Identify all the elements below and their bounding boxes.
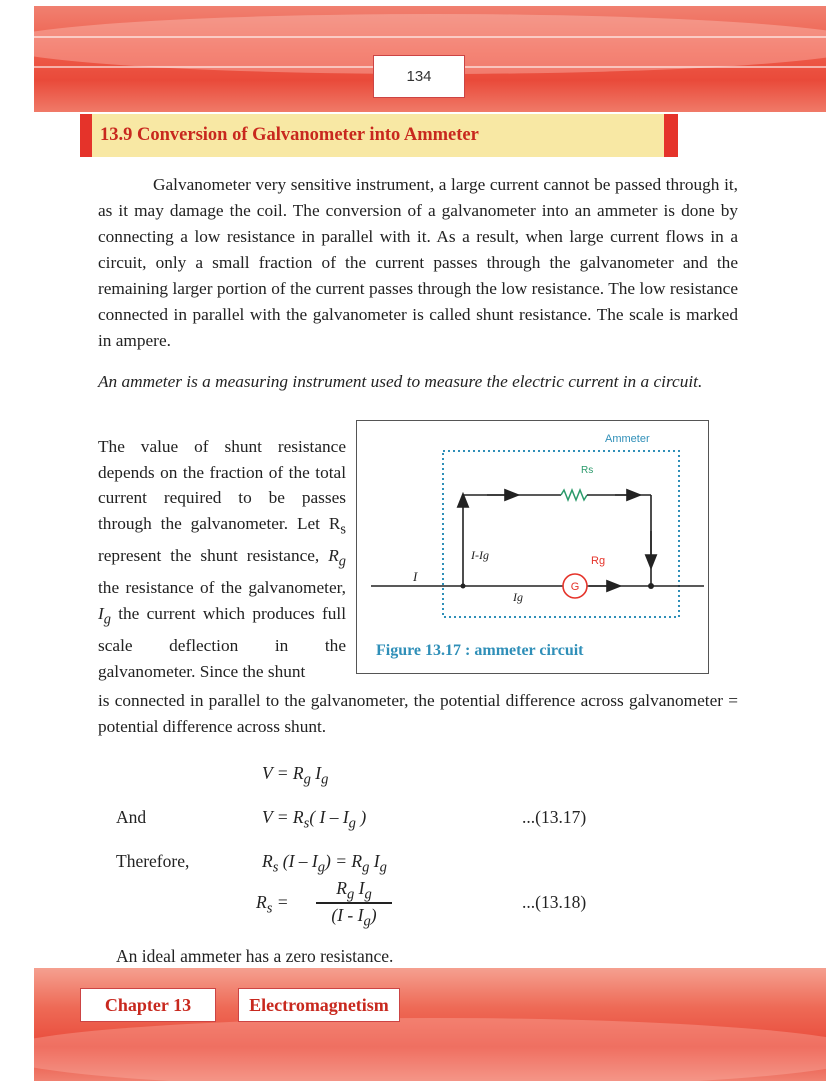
chapter-title-chip: Electromagnetism — [238, 988, 400, 1022]
ammeter-definition: An ammeter is a measuring instrument used to measure the electric current in a circuit. — [98, 372, 703, 391]
and-label: And — [116, 807, 147, 827]
equation-rs-fraction-lhs: $R_s$ = — [256, 892, 289, 917]
page-header-band — [34, 6, 826, 112]
shunt-current-label: I-Ig — [471, 548, 489, 562]
equation-rs-rg: $R_s$ $(I - I_g) = R_g$ $I_g$ — [262, 851, 387, 876]
ammeter-circuit-figure — [356, 420, 709, 674]
equation-v-rs: $V = R_s$( I – $I_g$ ) — [262, 807, 367, 832]
chapter-chip: Chapter 13 — [80, 988, 216, 1022]
equation-rs-fraction-denominator: $(I - I_g)$ — [331, 905, 377, 930]
figure-caption: Figure 13.17 : ammeter circuit — [376, 642, 584, 659]
equation-number-13-18: ...(13.18) — [522, 892, 587, 912]
textbook-page — [34, 6, 826, 1081]
shunt-description-continued: is connected in parallel to the galvanometer, the potential difference across galvanometer = potential difference across shunt. — [98, 691, 738, 736]
page-number: 134 — [373, 55, 465, 98]
equation-rs-fraction-numerator: $R_g$ $I_g$ — [336, 878, 372, 903]
ammeter-label: Ammeter — [605, 433, 650, 445]
current-i-label: I — [413, 569, 418, 584]
galvanometer-label: G — [570, 581, 580, 593]
section-title: 13.9 Conversion of Galvanometer into Ammeter — [100, 125, 479, 145]
equation-v-rg-ig: $V = R_g$ $I_g$ — [262, 763, 329, 788]
galvanometer-current-label: Ig — [513, 590, 523, 604]
page-footer-band — [34, 968, 826, 1081]
conclusion-text: An ideal ammeter has a zero resistance. — [116, 946, 394, 966]
ammeter-boundary — [443, 451, 679, 617]
rs-label: Rs — [581, 465, 594, 476]
shunt-resistor — [561, 490, 587, 500]
rg-label: Rg — [591, 555, 606, 567]
shunt-description: The value of shunt resistance depends on the fraction of the total current required to be passes through the galvanometer. Let $R_s$ represent the shunt resistance, $R_g$ the resistance of the galvanometer, $I_g$ the current which produces full scale deflection in the galvanometer. Since the shunt — [98, 437, 346, 681]
section-title-bar — [80, 114, 674, 157]
intro-paragraph: Galvanometer very sensitive instrument, a large current cannot be passed through it, as it may damage the coil. The conversion of a galvanometer into an ammeter is done by connecting a low resistance in parallel with it. As a result, when large current flows in a circuit, only a small fraction of the current passes through the galvanometer and the remaining larger portion of the current passes through the low resistance. The low resistance connected in parallel with the galvanometer is called shunt resistance. The scale is marked in ampere. — [98, 175, 738, 350]
fraction-bar — [316, 902, 392, 904]
therefore-label: Therefore, — [116, 851, 190, 871]
equation-number-13-17: ...(13.17) — [522, 807, 587, 827]
